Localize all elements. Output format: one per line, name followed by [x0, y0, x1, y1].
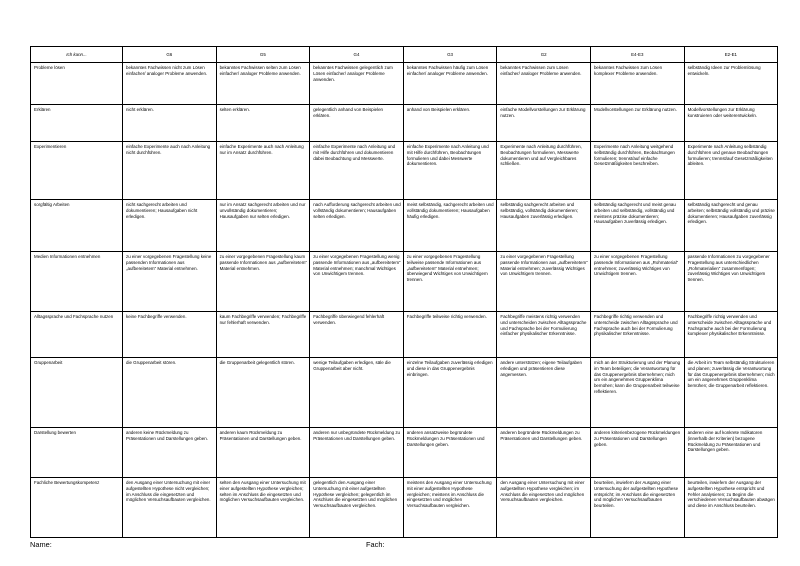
cell-fachliche-bewertung-e4-e3: beurteilen, inwiefern der Ausgang einer Untersuchung der aufgestellten Hypothese entspricht; im Anschluss die eingesetzten und möglichen Versuchsaufbauten beurteilen.	[590, 478, 684, 538]
table-row	[31, 478, 778, 538]
cell-probleme-loesen-g4: bekanntes Fachwissen gelegentlich zum Lösen einfacher/ analoger Probleme anwenden.	[310, 63, 404, 105]
cell-erklaeren-e2-e1: Modellvorstellungen zur Erklärung konstruieren oder weiterentwickeln.	[684, 105, 778, 142]
row-label-medien-informationen-entnehmen: Medien Informationen entnehmen	[31, 252, 123, 312]
table-row	[31, 63, 778, 105]
cell-gruppenarbeit-g6: die Gruppenarbeit stören.	[123, 358, 217, 428]
cell-experimentieren-e2-e1: Experimente nach Anleitung selbständig durchführen und genaue Beobachtungen formulieren; trennst/auf Gesetzmäßigkeiten ableiten.	[684, 142, 778, 200]
cell-erklaeren-e4-e3: Modellvorstellungen zur Erklärung nutzen.	[590, 105, 684, 142]
cell-erklaeren-g3: anhand von Beispielen erklären.	[403, 105, 497, 142]
cell-sorgfaeltig-arbeiten-g4: nach Aufforderung sachgerecht arbeiten und vollständig dokumentieren; Hausaufgaben selten erledigen.	[310, 200, 404, 252]
cell-sprache-g5: kaum Fachbegriffe verwenden; Fachbegriffe nur fehlerhaft verwenden.	[216, 312, 310, 358]
cell-experimentieren-g2: Experimente nach Anleitung durchführen, Beobachtungen formulieren, Messwerte dokumentieren und auf Vergleichbares schließen.	[497, 142, 591, 200]
cell-darstellung-bewerten-g5: anderen kaum Rückmeldung zu Präsentationen und Darstellungen geben.	[216, 428, 310, 478]
cell-fachliche-bewertung-g6: den Ausgang einer Untersuchung mit einer aufgestellten Hypothese nicht vergleichen; im Anschluss die eingesetzten und möglichen Versuchsaufbauten vergleichen.	[123, 478, 217, 538]
cell-gruppenarbeit-g3: einzelne Teilaufgaben zuverlässig erledigen und diese in das Gruppenergebnis einbringen.	[403, 358, 497, 428]
cell-sorgfaeltig-arbeiten-g2: selbständig sachgerecht arbeiten und selbständig, vollständig dokumentieren; Hausaufgaben zuverlässig erledigen.	[497, 200, 591, 252]
cell-fachliche-bewertung-g3: meistens den Ausgang einer Untersuchung mit einer aufgestellten Hypothese vergleichen; meistens im Anschluss die eingesetzten und möglichen Versuchsaufbauten vergleichen.	[403, 478, 497, 538]
cell-sprache-e4-e3: Fachbegriffe richtig verwenden und unterscheide zwischen Alltagssprache und Fachsprache auch bei der Formulierung physikalischer Erkenntnisse.	[590, 312, 684, 358]
column-header-e2-e1: E2-E1	[684, 47, 778, 63]
table-row	[31, 200, 778, 252]
cell-darstellung-bewerten-e4-e3: anderen kriterienbezogene Rückmeldungen zu Präsentationen und Darstellungen geben.	[590, 428, 684, 478]
row-label-erklaeren: Erklären	[31, 105, 123, 142]
cell-medien-informationen-g3: zu einer vorgegebenen Fragestellung teilweise passende Informationen aus „aufbereitetem“ Material entnehmen; überwiegend Wichtiges von Unwichtigem trennen.	[403, 252, 497, 312]
cell-medien-informationen-g6: zu einer vorgegebenen Fragestellung keine passenden Informationen aus „aufbereitetem“ Material entnehmen.	[123, 252, 217, 312]
column-header-g4: G4	[310, 47, 404, 63]
cell-probleme-loesen-e4-e3: bekanntes Fachwissen zum Lösen komplexer Probleme anwenden.	[590, 63, 684, 105]
table-row	[31, 105, 778, 142]
cell-gruppenarbeit-g4: wenige Teilaufgaben erledigen, säle die Gruppenarbeit aber nicht.	[310, 358, 404, 428]
row-label-darstellung-bewerten: Darstellung bewerten	[31, 428, 123, 478]
column-header-g3: G3	[403, 47, 497, 63]
cell-darstellung-bewerten-g6: anderen keine Rückmeldung zu Präsentationen und Darstellungen geben.	[123, 428, 217, 478]
cell-erklaeren-g5: selten erklären.	[216, 105, 310, 142]
cell-experimentieren-g4: einfache Experimente nach Anleitung und mit Hilfe durchführen und dokumentieren dabei Beobachtung und Messwerte.	[310, 142, 404, 200]
table-body	[31, 63, 778, 538]
row-label-probleme-loesen: Probleme lösen	[31, 63, 123, 105]
cell-medien-informationen-e4-e3: zu einer vorgegebenen Fragestellung passende Informationen aus „Rohmaterial“ entnehmen; zuverlässig Wichtiges von Unwichtigem trennen.	[590, 252, 684, 312]
cell-fachliche-bewertung-g4: gelegentlich den Ausgang einer Untersuchung mit einer aufgestellten Hypothese vergleichen; gelegentlich im Anschluss die eingesetzten und möglichen Versuchsaufbauten vergleichen.	[310, 478, 404, 538]
cell-probleme-loesen-e2-e1: selbständig Ideen zur Problemlösung entwickeln.	[684, 63, 778, 105]
cell-darstellung-bewerten-g2: anderen begründete Rückmeldungen zu Präsentationen und Darstellungen geben.	[497, 428, 591, 478]
row-label-fachliche-bewertungskompetenz: Fachliche Bewertungskompetenz	[31, 478, 123, 538]
cell-experimentieren-g5: einfache Experimente auch nach Anleitung nur im Ansatz durchführen.	[216, 142, 310, 200]
row-label-gruppenarbeit: Gruppenarbeit	[31, 358, 123, 428]
cell-erklaeren-g6: nicht erklären.	[123, 105, 217, 142]
cell-fachliche-bewertung-g5: selten den Ausgang einer Untersuchung mit einer aufgestellten Hypothese vergleichen; selten im Anschluss die eingesetzten und möglichen Versuchsaufbauten vergleichen.	[216, 478, 310, 538]
cell-gruppenarbeit-g2: andere unterstützen; eigene Teilaufgaben erledigen und präsentieren diese angemessen.	[497, 358, 591, 428]
cell-sprache-g6: keine Fachbegriffe verwenden.	[123, 312, 217, 358]
table-header	[31, 47, 778, 63]
cell-gruppenarbeit-e4-e3: mich an der Strukturierung und der Planung im Team beteiligen; die Verantwortung für das Gruppenergebnis übernehmen; mich um ein angenehmes Gruppenklima bemühen; kann die Gruppenarbeit teilweise reflektieren.	[590, 358, 684, 428]
corner-header-ich-kann: Ich kann...	[31, 47, 123, 63]
cell-sprache-e2-e1: Fachbegriffe richtig verwenden und unterscheide zwischen Alltagssprache und Fachsprache auch bei der Formulierung komplexer physikalischer Erkenntnisse.	[684, 312, 778, 358]
table-header-row	[31, 47, 778, 63]
row-label-experimentieren: Experimentieren	[31, 142, 123, 200]
cell-sorgfaeltig-arbeiten-g6: nicht sachgerecht arbeiten und dokumentieren; Hausaufgaben nicht erledigen.	[123, 200, 217, 252]
row-label-sorgfaeltig-arbeiten: sorgfältig Arbeiten	[31, 200, 123, 252]
cell-sorgfaeltig-arbeiten-g3: meist selbständig, sachgerecht arbeiten und vollständig dokumentieren; Hausaufgaben häufig erledigen.	[403, 200, 497, 252]
cell-probleme-loesen-g6: bekanntes Fachwissen nicht zum Lösen einfacher/ analoger Probleme anwenden.	[123, 63, 217, 105]
table-row	[31, 312, 778, 358]
cell-medien-informationen-g5: zu einer vorgegebenen Fragestellung kaum passende Informationen aus „aufbereitetem“ Material entnehmen.	[216, 252, 310, 312]
table-row	[31, 252, 778, 312]
column-header-g2: G2	[497, 47, 591, 63]
table-row	[31, 358, 778, 428]
row-label-alltagssprache-fachsprache: Alltagssprache und Fachsprache nutzen	[31, 312, 123, 358]
cell-experimentieren-g6: einfache Experimente auch nach Anleitung nicht durchführen.	[123, 142, 217, 200]
cell-darstellung-bewerten-g4: anderen nur unbegründete Rückmeldung zu Präsentationen und Darstellungen geben.	[310, 428, 404, 478]
cell-sorgfaeltig-arbeiten-g5: nur im Ansatz sachgerecht arbeiten und nur unvollständig dokumentieren; Hausaufgaben nur selten erledigen.	[216, 200, 310, 252]
cell-gruppenarbeit-g5: die Gruppenarbeit gelegentlich stören.	[216, 358, 310, 428]
cell-probleme-loesen-g5: bekanntes Fachwissen selten zum Lösen einfacher/ analoger Probleme anwenden.	[216, 63, 310, 105]
cell-probleme-loesen-g3: bekanntes Fachwissen häufig zum Lösen einfacher/ analoger Probleme anwenden.	[403, 63, 497, 105]
cell-erklaeren-g2: einfache Modellvorstellungen zur Erklärung nutzen.	[497, 105, 591, 142]
table-row	[31, 142, 778, 200]
column-header-g5: G5	[216, 47, 310, 63]
cell-medien-informationen-g2: zu einer vorgegebenen Fragestellung passende Informationen aus „aufbereitetem“ Material entnehmen; zuverlässig Wichtiges von Unwichtigem trennen.	[497, 252, 591, 312]
column-header-g6: G6	[123, 47, 217, 63]
cell-gruppenarbeit-e2-e1: die Arbeit im Team selbständig Strukturieren und planen; zuverlässig die Verantwortung für das Gruppenergebnis übernehmen; mich um ein angenehmes Gruppenklima bemühen; die Gruppenarbeit reflektieren.	[684, 358, 778, 428]
cell-experimentieren-e4-e3: Experimente nach Anleitung weitgehend selbständig durchführen, Beobachtungen formulieren; trennst/auf einfache Gesetzmäßigkeiten beschreiben.	[590, 142, 684, 200]
name-field-label: Name:	[30, 540, 52, 549]
cell-darstellung-bewerten-e2-e1: anderen eine auf konkrete Indikatoren (innerhalb der Kriterien) bezogene Rückmeldung zu Präsentationen und Darstellungen geben.	[684, 428, 778, 478]
cell-medien-informationen-e2-e1: passende Informationen zu vorgegebener Fragestellung aus unterschiedlichen „Rohmaterialien“ zusammenfügen; zuverlässig Wichtiges von Unwichtigem trennen.	[684, 252, 778, 312]
table-row	[31, 428, 778, 478]
competency-rubric-table	[30, 46, 778, 538]
fach-field-label: Fach:	[366, 540, 385, 549]
cell-fachliche-bewertung-g2: den Ausgang einer Untersuchung mit einer aufgestellten Hypothese vergleichen; im Anschluss die eingesetzten und möglichen Versuchsaufbauten vergleichen.	[497, 478, 591, 538]
cell-fachliche-bewertung-e2-e1: beurteilen, inwiefern der Ausgang der aufgestellten Hypothese entspricht und Fehler analysieren; zu Beginn die verschiedenen Versuchsaufbauten abwägen und diese im Anschluss beurteilen.	[684, 478, 778, 538]
cell-experimentieren-g3: einfache Experimente nach Anleitung und mit Hilfe durchführen, Beobachtungen formulieren und dabei Messwerte dokumentieren.	[403, 142, 497, 200]
cell-sprache-g3: Fachbegriffe teilweise richtig verwenden.	[403, 312, 497, 358]
column-header-e4-e3: E4-E3	[590, 47, 684, 63]
cell-medien-informationen-g4: zu einer vorgegebenen Fragestellung wenig passende Informationen aus „aufbereitetem“ Material entnehmen; manchmal Wichtiges von Unwichtigem trennen.	[310, 252, 404, 312]
cell-sorgfaeltig-arbeiten-e2-e1: selbständig sachgerecht und genau arbeiten; selbständig vollständig und präzise dokumentieren; Hausaufgaben zuverlässig erledigen.	[684, 200, 778, 252]
cell-probleme-loesen-g2: bekanntes Fachwissen zum Lösen einfacher/ analoger Probleme anwenden.	[497, 63, 591, 105]
cell-erklaeren-g4: gelegentlich anhand von Beispielen erklären.	[310, 105, 404, 142]
cell-sprache-g2: Fachbegriffe meistens richtig verwenden und unterscheiden zwischen Alltagssprache und Fachsprache bei der Formulierung einfacher physikalischer Erkenntnisse.	[497, 312, 591, 358]
cell-darstellung-bewerten-g3: anderen ansatzweise begründete Rückmeldungen zu Präsentationen und Darstellungen geben.	[403, 428, 497, 478]
cell-sprache-g4: Fachbegriffe überwiegend fehlerhaft verwenden.	[310, 312, 404, 358]
cell-sorgfaeltig-arbeiten-e4-e3: selbständig sachgerecht und meist genau arbeiten und selbständig, vollständig und meistens präzise dokumentieren; Hausaufgaben zuverlässig erledigen.	[590, 200, 684, 252]
